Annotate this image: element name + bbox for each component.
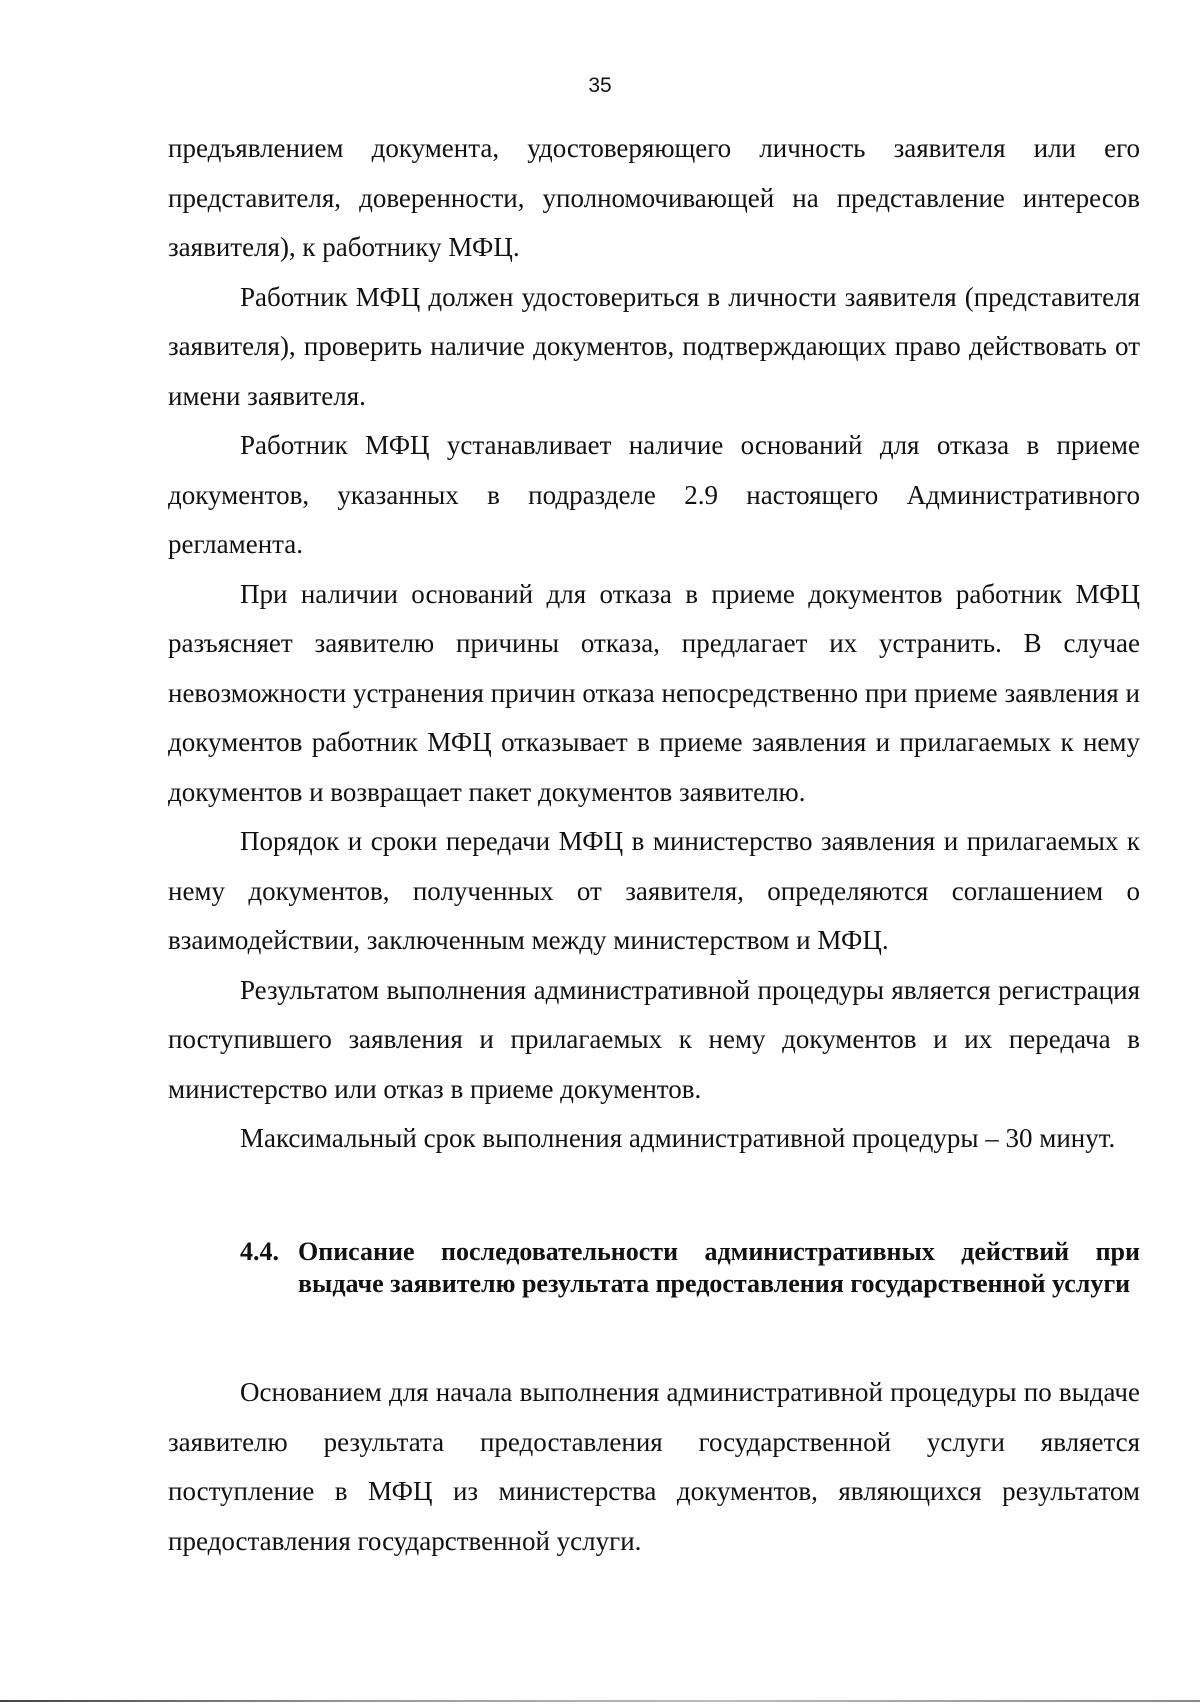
paragraph-refusal-grounds: Работник МФЦ устанавливает наличие оснований для отказа в приеме документов, указанных в подразделе 2.9 настоящего Административного регламента. bbox=[168, 430, 1140, 559]
section-body bbox=[168, 1368, 1140, 1566]
paragraph-refusal-procedure: При наличии оснований для отказа в приеме документов работник МФЦ разъясняет заявителю причины отказа, предлагает их устранить. В случае невозможности устранения причин отказа непосредственно при приеме заявления и документов работник МФЦ отказывает в приеме заявления и прилагаемых к нему документов и возвращает пакет документов заявителю. bbox=[168, 578, 1140, 807]
page-number: 35 bbox=[588, 74, 612, 97]
paragraph-identity-check: Работник МФЦ должен удостовериться в личности заявителя (представителя заявителя), проверить наличие документов, подтверждающих право действовать от имени заявителя. bbox=[168, 281, 1140, 411]
section-heading bbox=[240, 1236, 1140, 1300]
paragraph-result: Результатом выполнения административной процедуры является регистрация поступившего заявления и прилагаемых к нему документов и их передача в министерство или отказ в приеме документов. bbox=[168, 974, 1140, 1104]
scan-edge-line bbox=[0, 1700, 1200, 1702]
paragraph-transfer-order: Порядок и сроки передачи МФЦ в министерство заявления и прилагаемых к нему документов, полученных от заявителя, определяются соглашением о взаимодействии, заключенным между министерством и МФЦ. bbox=[168, 826, 1140, 955]
document-body bbox=[168, 124, 1140, 1164]
paragraph-continuation: предъявлением документа, удостоверяющего личность заявителя или его представителя, доверенности, уполномочивающей на представление интересов заявителя), к работнику МФЦ. bbox=[168, 133, 1140, 262]
section-number: 4.4. bbox=[240, 1237, 279, 1266]
section-title: Описание последовательности административных действий при выдаче заявителю результата предоставления государственной услуги bbox=[298, 1237, 1140, 1298]
paragraph-max-duration: Максимальный срок выполнения административной процедуры – 30 минут. bbox=[240, 1123, 1116, 1153]
paragraph-issue-basis: Основанием для начала выполнения административной процедуры по выдаче заявителю результата предоставления государственной услуги является поступление в МФЦ из министерства документов, являющихся результатом предоставления государственной услуги. bbox=[168, 1377, 1140, 1556]
